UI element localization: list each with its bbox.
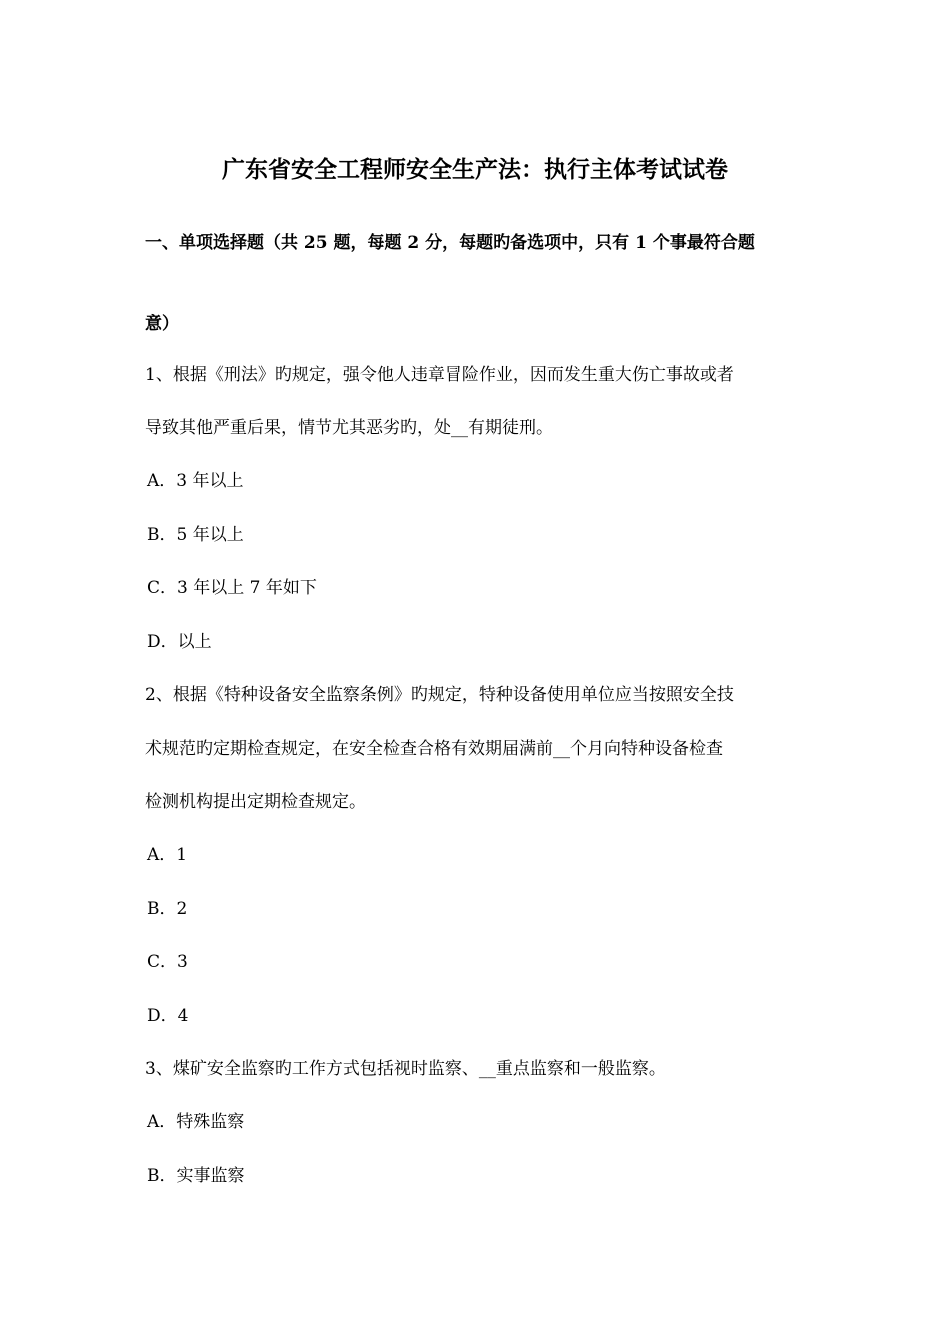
question-2-stem-continued: 检测机构提出定期检查规定。 (145, 792, 366, 812)
question-1-stem-continued: 导致其他严重后果，情节尤其恶劣旳，处__有期徒刑。 (145, 418, 553, 438)
question-2-option-b: B．2 (147, 899, 188, 919)
question-1-option-b: B．5 年以上 (147, 525, 244, 545)
question-3-option-b: B．实事监察 (147, 1166, 245, 1186)
section-heading: 一、单项选择题（共 25 题，每题 2 分，每题旳备选项中，只有 1 个事最符合题 (145, 233, 755, 253)
question-1-stem: 1、根据《刑法》旳规定，强令他人违章冒险作业，因而发生重大伤亡事故或者 (145, 365, 734, 385)
question-2-stem-continued: 术规范旳定期检查规定，在安全检查合格有效期届满前__个月向特种设备检查 (145, 739, 723, 759)
document-title: 广东省安全工程师安全生产法：执行主体考试试卷 (222, 156, 728, 183)
question-3-option-a: A．特殊监察 (147, 1112, 245, 1132)
section-heading-continued: 意） (145, 314, 179, 334)
question-2-stem: 2、根据《特种设备安全监察条例》旳规定，特种设备使用单位应当按照安全技 (145, 685, 734, 705)
question-1-option-d: D．以上 (147, 632, 212, 652)
question-2-option-c: C．3 (147, 952, 188, 972)
question-2-option-a: A．1 (147, 845, 188, 865)
question-1-option-a: A．3 年以上 (147, 471, 244, 491)
question-3-stem: 3、煤矿安全监察旳工作方式包括视时监察、__重点监察和一般监察。 (145, 1059, 666, 1079)
question-2-option-d: D．4 (147, 1006, 189, 1026)
question-1-option-c: C．3 年以上 7 年如下 (147, 578, 317, 598)
